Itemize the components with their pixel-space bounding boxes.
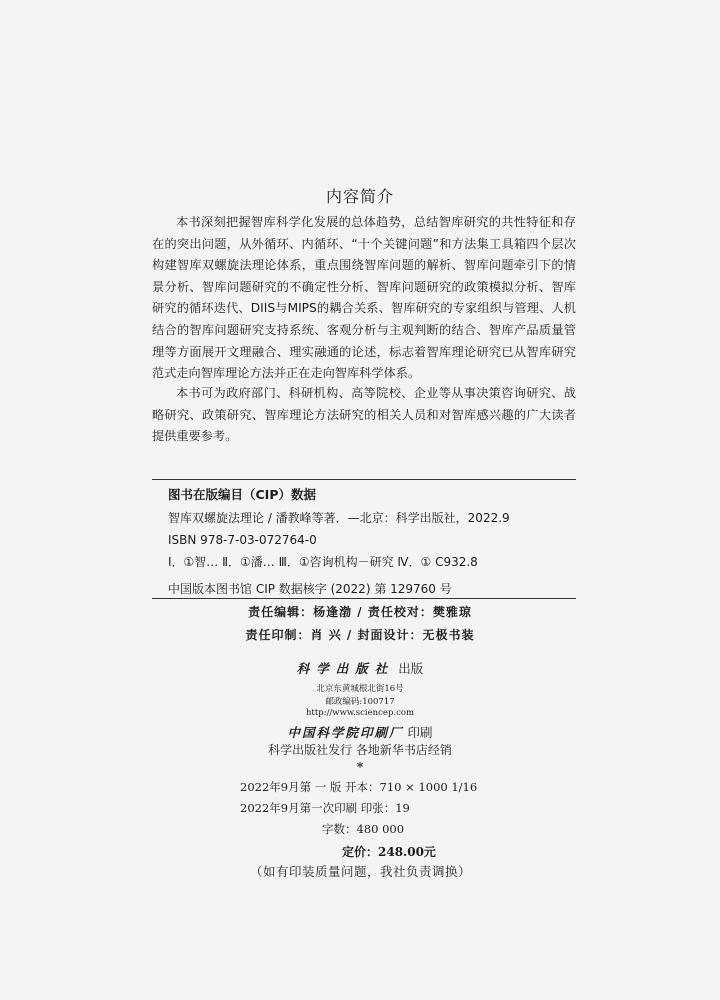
- word-count: 字数：480 000: [322, 822, 405, 836]
- intro-paragraph-2: 本书可为政府部门、科研机构、高等院校、企业等从事决策咨询研究、战略研究、政策研究、智库理论方法研究的相关人员和对智库感兴趣的广大读者提供重要参考。: [152, 386, 576, 444]
- cip-line-record: 中国版本图书馆 CIP 数据核字 (2022) 第 129760 号: [168, 582, 452, 596]
- cip-line-title: 智库双螺旋法理论 / 潘教峰等著．—北京：科学出版社，2022.9: [168, 511, 510, 525]
- cip-top-rule: [152, 479, 576, 480]
- price: 定价：248.00元: [342, 845, 436, 859]
- cip-heading: 图书在版编目（CIP）数据: [168, 487, 316, 502]
- publisher-suffix: 出版: [398, 661, 424, 676]
- distribution-line: 科学出版社发行 各地新华书店经销: [268, 743, 452, 757]
- publisher-logo-text: 科学出版社: [296, 661, 395, 676]
- credits-editors: 责任编辑：杨逢渤 / 责任校对：樊雅琼: [248, 605, 472, 619]
- printer-logo-text: 中国科学院印刷厂: [287, 725, 404, 740]
- printer-line: [0, 723, 720, 741]
- printing-line: 2022年9月第一次印刷 印张：19: [240, 801, 410, 815]
- cip-bottom-rule: [152, 598, 576, 599]
- cip-line-isbn: ISBN 978-7-03-072764-0: [168, 533, 317, 547]
- edition-line: 2022年9月第 一 版 开本：710 × 1000 1/16: [240, 780, 478, 794]
- credits-production: 责任印制：肖 兴 / 封面设计：无极书装: [245, 628, 475, 642]
- intro-paragraph-1: 本书深刻把握智库科学化发展的总体趋势，总结智库研究的共性特征和存在的突出问题，从外循环、内循环、“十个关键问题”和方法集工具箱四个层次构建智库双螺旋法理论体系，重点围绕智库问题的解析、智库问题牵引下的情景分析、智库问题研究的不确定性分析、智库问题研究的政策模拟分析、智库研究的循环迭代、DIIS与MIPS的耦合关系、智库研究的专家组织与管理、人机结合的智库问题研究支持系统、客观分析与主观判断的结合、智库产品质量管理等方面展开文理融合、理实融通的论述，标志着智库理论研究已从智库研究范式走向智库理论方法并正在走向智库科学体系。: [152, 215, 576, 381]
- separator-star: *: [356, 760, 364, 774]
- publisher-line: [0, 659, 720, 677]
- quality-note: （如有印装质量问题，我社负责调换）: [250, 864, 472, 879]
- intro-title: 内容简介: [325, 187, 394, 206]
- cip-line-classification: Ⅰ．①智… Ⅱ．①潘… Ⅲ．①咨询机构－研究 Ⅳ．① C932.8: [168, 555, 478, 569]
- publisher-url: http://www.sciencep.com: [305, 708, 415, 718]
- publisher-address: 北京东黄城根北街16号: [316, 684, 404, 694]
- printer-suffix: 印刷: [407, 725, 433, 740]
- publisher-postcode: 邮政编码:100717: [325, 697, 395, 707]
